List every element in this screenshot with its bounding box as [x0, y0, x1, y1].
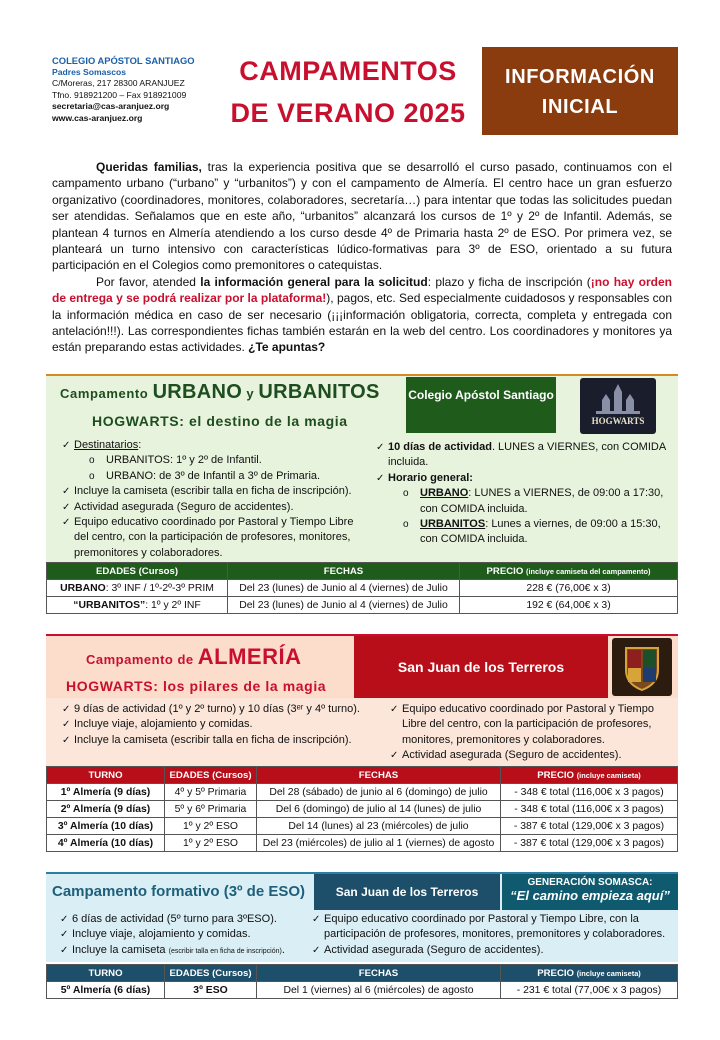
page-title-line1: CAMPAMENTOS — [239, 56, 457, 86]
table-row — [47, 580, 678, 597]
col-header: EDADES (Cursos) — [165, 767, 257, 784]
list-item — [62, 438, 358, 484]
list-item: ✓ Actividad asegurada (Seguro de accidentes). — [62, 500, 358, 515]
urbano-left-list — [62, 438, 358, 561]
urbano-title-y: y — [242, 386, 259, 401]
table-cell: - 348 € total (116,00€ x 3 pagos) — [501, 801, 678, 818]
school-name: COLEGIO APÓSTOL SANTIAGO — [52, 55, 195, 66]
almeria-title-big: ALMERÍA — [197, 644, 302, 669]
list-item: ✓ Equipo educativo coordinado por Pastoral y Tiempo Libre, con la participación de profesores, monitores, premonitores y colaboradores. — [312, 912, 674, 943]
almeria-crest-image — [612, 638, 672, 696]
hogwarts-logo-text: HOGWARTS — [591, 416, 645, 426]
table-cell: 5º y 6º Primaria — [165, 801, 257, 818]
table-row — [47, 597, 678, 614]
intro-p1-body: tras la experiencia positiva que se desarrolló el curso pasado, continuamos con el campamento urbano (“urbano” y “urbanitos”) y con el campamento de Almería. El centro hace un gran esfuerzo organizativo (coordinadores, monitores, colaboradores, secretaría…) para intentar que todas las solicitudes puedan ser atendidas. Señalamos que en este año, “urbanitos” alcanzará los cursos de 1º y 2º de Infantil. Además, se plantean 4 turnos en Almería atendiendo a los curso desde 4º de Primaria hasta 2º de ESO. Por primera vez, se planteará un turno intensivo con características lúdico-formativas para 3º de ESO, orientado a su futura participación en el Colegios como premonitores o catequistas. — [52, 160, 672, 273]
almeria-title — [86, 644, 301, 670]
intro-p2-a: Por favor, atended — [96, 274, 201, 289]
intro-paragraph-1 — [52, 159, 672, 274]
table-cell: - 348 € total (116,00€ x 3 pagos) — [501, 784, 678, 801]
camiseta-note: (escribir talla en ficha de inscripción) — [168, 947, 282, 955]
list-item — [60, 943, 310, 959]
schedule-text: : Lunes a viernes, de 09:00 a 15:30, con COMIDA incluida. — [420, 518, 661, 546]
urbano-details — [46, 436, 678, 562]
table-row — [47, 835, 678, 852]
hogwarts-logo — [580, 378, 656, 434]
table-cell: 2º Almería (9 días) — [47, 801, 165, 818]
list-item: ✓ Incluye la camiseta (escribir talla en ficha de inscripción). — [62, 733, 382, 748]
list-item: ✓ Equipo educativo coordinado por Pastoral y Tiempo Libre del centro, con la participación de profesores, monitores, premonitores y colaboradores. — [62, 515, 358, 561]
days-bold: 10 días de actividad — [388, 441, 492, 453]
formativo-header — [46, 872, 678, 910]
almeria-left-list — [62, 702, 382, 748]
info-badge-line1: INFORMACIÓN — [505, 66, 655, 88]
price-note: (incluye camiseta) — [576, 968, 641, 978]
intro-p2-warning: ¡no hay orden de entrega y se podrá realizar por la plataforma! — [52, 274, 673, 306]
col-header: EDADES (Cursos) — [47, 563, 228, 580]
formativo-place: San Juan de los Terreros — [314, 874, 500, 910]
almeria-place: San Juan de los Terreros — [354, 636, 608, 698]
row-name-bold: “URBANITOS” — [73, 599, 146, 611]
table-row — [47, 784, 678, 801]
table-cell: 1º Almería (9 días) — [47, 784, 165, 801]
list-item — [376, 471, 672, 548]
formativo-left-list — [60, 912, 310, 959]
formativo-details — [46, 910, 678, 962]
table-cell: - 387 € total (129,00€ x 3 pagos) — [501, 818, 678, 835]
intro-text — [52, 159, 672, 356]
urbano-title-b: URBANITOS — [258, 381, 380, 403]
table-cell: 3º Almería (10 días) — [47, 818, 165, 835]
table-header-row — [47, 563, 678, 580]
urbano-place: Colegio Apóstol Santiago — [406, 377, 556, 433]
col-header: FECHAS — [257, 767, 501, 784]
list-item: ✓ Equipo educativo coordinado por Pastoral y Tiempo Libre del centro, con la participación de profesores, monitores, premonitores y colaboradores. — [390, 702, 672, 748]
schedule-label: Horario general: — [388, 471, 473, 484]
list-item: o URBANO: de 3º de Infantil a 3º de Primaria. — [84, 469, 358, 484]
generation-motto: “El camino empieza aquí” — [510, 888, 670, 903]
urbano-title-a: URBANO — [152, 381, 243, 403]
schedule-list — [398, 486, 672, 548]
almeria-table — [46, 766, 678, 852]
table-cell: Del 1 (viernes) al 6 (miércoles) de agosto — [257, 982, 501, 999]
table-cell: - 387 € total (129,00€ x 3 pagos) — [501, 835, 678, 852]
table-cell: 192 € (64,00€ x 3) — [460, 597, 678, 614]
table-header-row — [47, 965, 678, 982]
school-phone: Tfno. 918921200 – Fax 918921009 — [52, 89, 187, 100]
row-name-rest: : 3º INF / 1º-2º-3º PRIM — [105, 582, 214, 594]
table-row — [47, 982, 678, 999]
table-cell: 1º y 2º ESO — [165, 835, 257, 852]
schedule-text: : LUNES a VIERNES, de 09:00 a 17:30, con COMIDA incluida. — [420, 487, 664, 515]
almeria-title-pre: Campamento de — [86, 652, 198, 667]
row-name-rest: : 1º y 2º INF — [145, 599, 201, 611]
table-cell: Del 23 (miércoles) de julio al 1 (viernes) de agosto — [257, 835, 501, 852]
info-badge — [482, 47, 678, 135]
formativo-table — [46, 964, 678, 999]
list-item: ✓ Actividad asegurada (Seguro de accidentes). — [390, 748, 672, 763]
table-cell: 228 € (76,00€ x 3) — [460, 580, 678, 597]
table-cell — [47, 580, 228, 597]
urbano-title-pre: Campamento — [60, 386, 153, 401]
table-cell: - 231 € total (77,00€ x 3 pagos) — [501, 982, 678, 999]
formativo-right-list — [312, 912, 674, 958]
intro-greeting: Queridas familias, — [96, 160, 202, 174]
list-item — [376, 440, 672, 471]
list-item: ✓ 9 días de actividad (1º y 2º turno) y 10 días (3ᵉʳ y 4º turno). — [62, 702, 382, 717]
table-cell: Del 14 (lunes) al 23 (miércoles) de julio — [257, 818, 501, 835]
price-header: PRECIO — [537, 769, 575, 781]
urbano-header — [46, 374, 678, 436]
col-header: FECHAS — [228, 563, 460, 580]
page-title-line2: DE VERANO 2025 — [230, 98, 466, 128]
destinatarios-list — [84, 453, 358, 484]
list-item: ✓ Incluye la camiseta (escribir talla en ficha de inscripción). — [62, 484, 358, 499]
table-cell: Del 28 (sábado) de junio al 6 (domingo) de julio — [257, 784, 501, 801]
price-header: PRECIO — [486, 565, 524, 577]
intro-p2-question: ¿Te apuntas? — [248, 340, 326, 355]
col-header — [501, 767, 678, 784]
table-row — [47, 818, 678, 835]
table-cell — [47, 597, 228, 614]
list-item: o URBANITOS: 1º y 2º de Infantil. — [84, 453, 358, 468]
table-cell: Del 23 (lunes) de Junio al 4 (viernes) de Julio — [228, 597, 460, 614]
col-header: TURNO — [47, 767, 165, 784]
school-order: Padres Somascos — [52, 66, 127, 77]
list-item: ✓ Incluye viaje, alojamiento y comidas. — [62, 717, 382, 732]
intro-p2-b: la información general para la solicitud — [200, 274, 428, 289]
table-row — [47, 801, 678, 818]
almeria-header — [46, 634, 678, 698]
school-email[interactable]: secretaria@cas-aranjuez.org — [52, 101, 170, 112]
destinatarios-label: Destinatarios — [74, 439, 139, 451]
list-item: ✓ Actividad asegurada (Seguro de accidentes). — [312, 943, 674, 958]
formativo-title: Campamento formativo (3º de ESO) — [52, 883, 306, 900]
list-item — [398, 517, 672, 548]
table-cell: Del 6 (domingo) de julio al 14 (lunes) de julio — [257, 801, 501, 818]
urbano-title — [60, 381, 380, 404]
camiseta-end: . — [281, 943, 285, 956]
school-web[interactable]: www.cas-aranjuez.org — [52, 112, 143, 123]
table-cell: 4º y 5º Primaria — [165, 784, 257, 801]
col-header: TURNO — [47, 965, 165, 982]
info-badge-line2: INICIAL — [541, 96, 619, 118]
table-cell: 1º y 2º ESO — [165, 818, 257, 835]
urbano-subtitle: HOGWARTS: el destino de la magia — [92, 413, 348, 429]
page-title — [214, 50, 482, 134]
school-address: C/Moreras, 217 28300 ARANJUEZ — [52, 78, 185, 89]
price-note: (incluye camiseta del campamento) — [526, 566, 651, 576]
col-header: EDADES (Cursos) — [165, 965, 257, 982]
table-cell: 3º ESO — [165, 982, 257, 999]
generation-box — [502, 874, 678, 910]
table-cell: 5º Almería (6 días) — [47, 982, 165, 999]
table-cell: 4º Almería (10 días) — [47, 835, 165, 852]
list-item: ✓ 6 días de actividad (5º turno para 3ºESO). — [60, 912, 310, 927]
price-header: PRECIO — [537, 967, 575, 979]
almeria-right-list — [390, 702, 672, 764]
destinatarios-colon: : — [138, 439, 142, 451]
urbano-table — [46, 562, 678, 614]
col-header: FECHAS — [257, 965, 501, 982]
intro-p2-c: : plazo y ficha de inscripción ( — [427, 274, 591, 289]
list-item — [398, 486, 672, 517]
almeria-subtitle: HOGWARTS: los pilares de la magia — [66, 678, 327, 694]
intro-p2-e: ), pagos, etc. Sed especialmente cuidadosos y responsables con la información médica en caso de ser necesario (¡¡¡información obligatoria, correcta, completa y entregada con antelación!!!). Las correspondientes fichas también estarán en la web del centro. Los coordinadores y monitores ya están preparando estas actividades. — [52, 291, 672, 355]
camiseta-text: Incluye la camiseta — [72, 943, 169, 956]
schedule-name: URBANITOS — [420, 518, 486, 531]
col-header — [501, 965, 678, 982]
table-cell: Del 23 (lunes) de Junio al 4 (viernes) de Julio — [228, 580, 460, 597]
urbano-right-list — [376, 440, 672, 548]
intro-paragraph-2 — [52, 274, 672, 356]
price-note: (incluye camiseta) — [576, 770, 641, 780]
schedule-name: URBANO — [420, 487, 469, 500]
days-rest: . LUNES a VIERNES, con COMIDA incluida. — [388, 441, 666, 469]
almeria-details — [46, 698, 678, 766]
generation-label: GENERACIÓN SOMASCA: — [527, 877, 653, 888]
list-item: ✓ Incluye viaje, alojamiento y comidas. — [60, 927, 310, 942]
col-header — [460, 563, 678, 580]
row-name-bold: URBANO — [60, 582, 106, 594]
table-header-row — [47, 767, 678, 784]
